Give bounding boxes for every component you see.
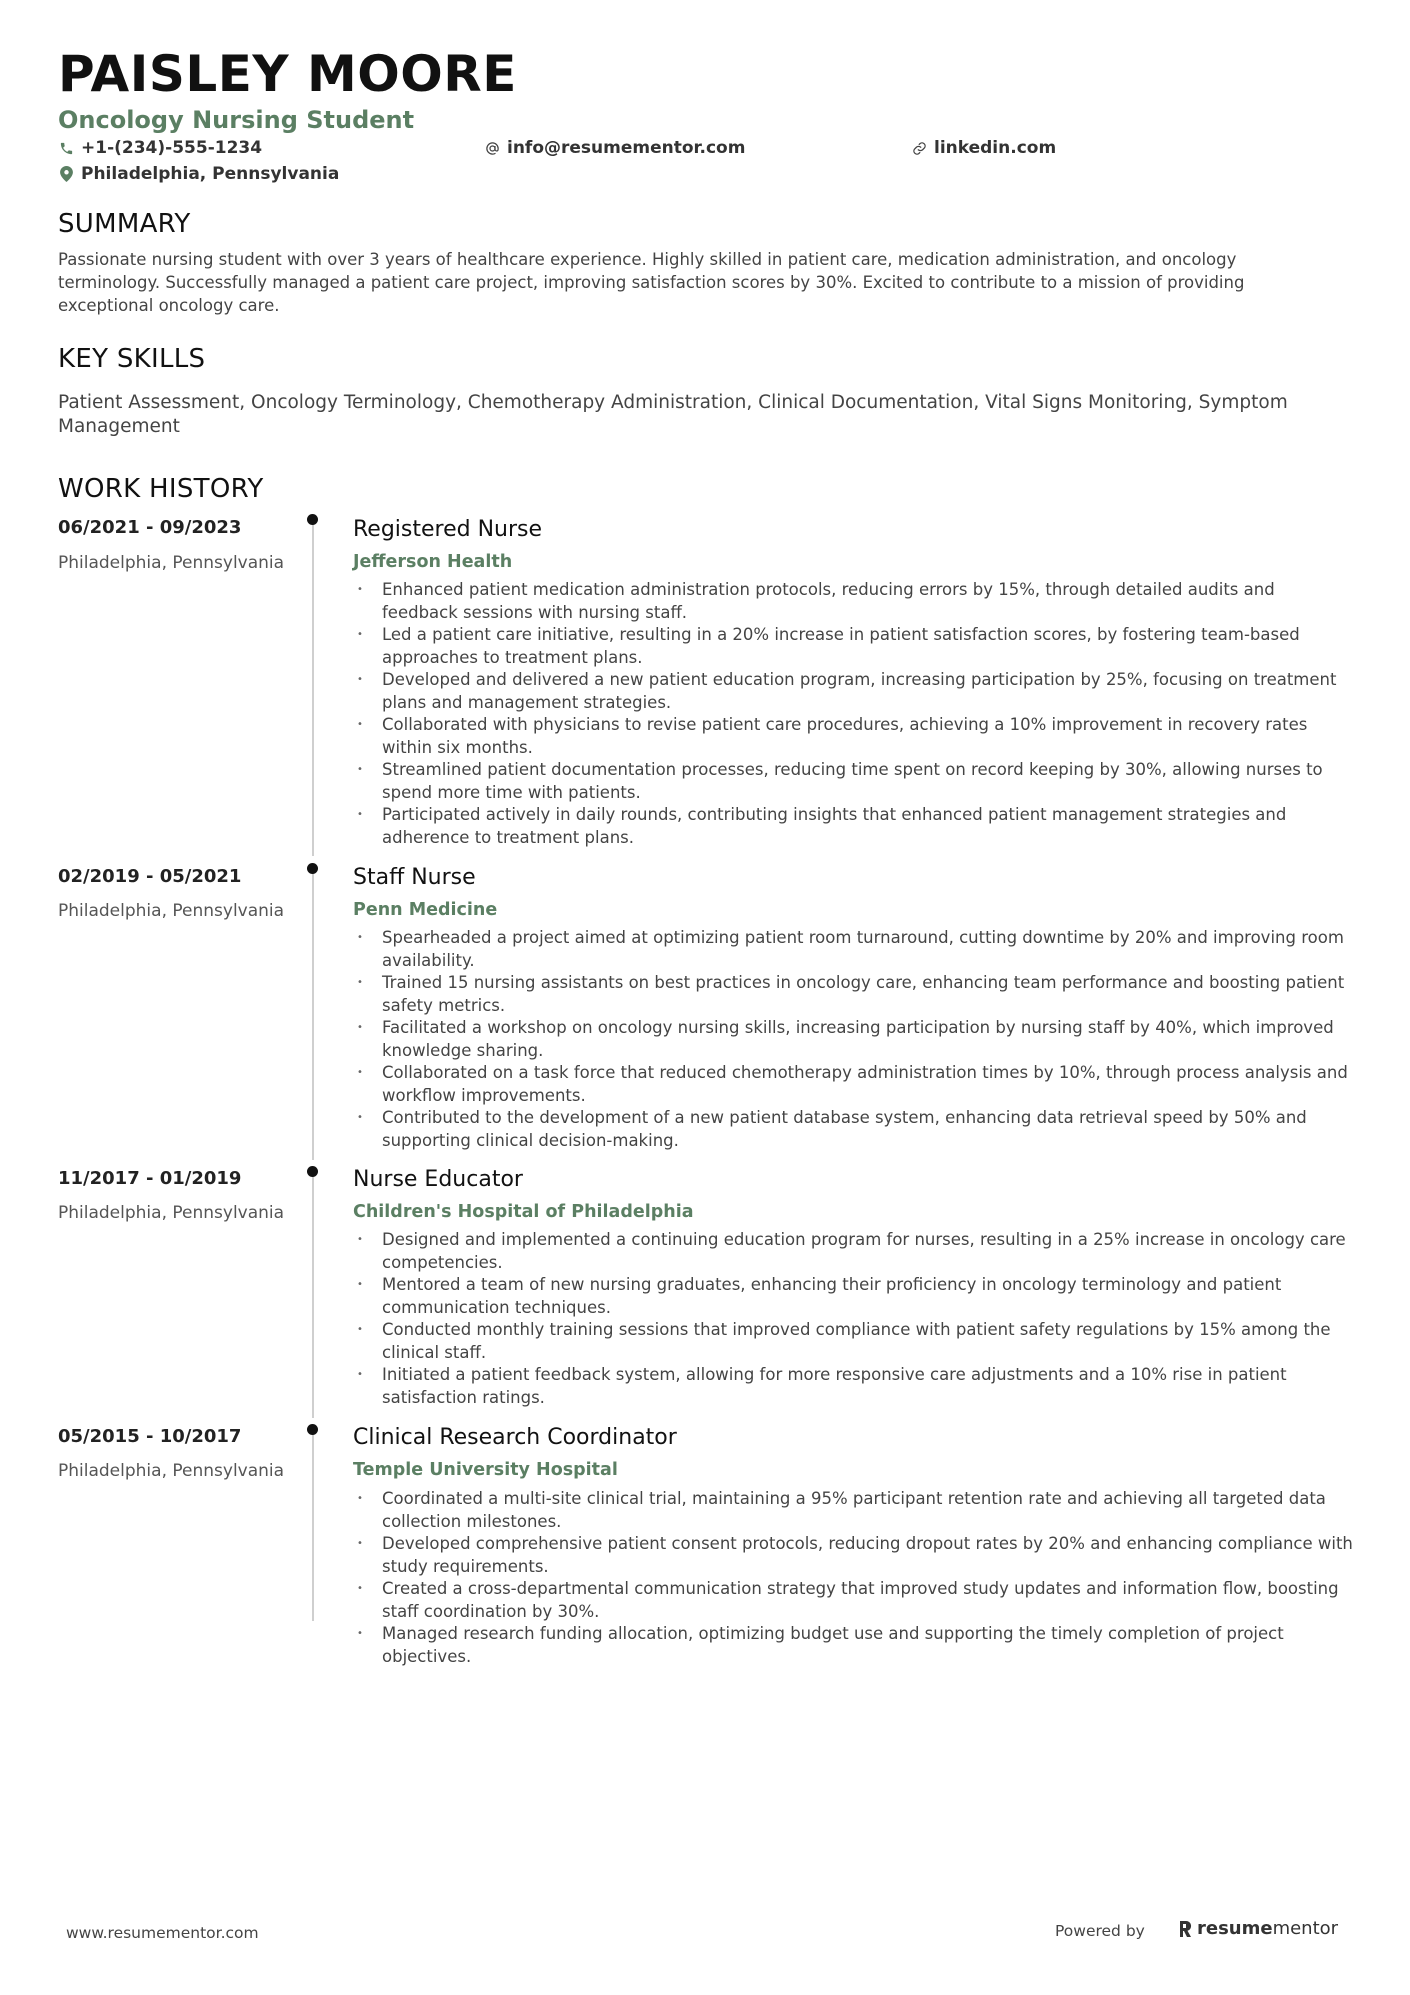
bullet-item: • Managed research funding allocation, optimizing budget use and supporting the timely completion of project objectives.: [353, 1623, 1353, 1668]
timeline-line: [312, 1433, 314, 1621]
resumementor-logo-icon: [1177, 1919, 1193, 1939]
location-text: Philadelphia, Pennsylvania: [81, 164, 340, 184]
at-icon: [484, 140, 500, 156]
bullet-item: • Contributed to the development of a new patient database system, enhancing data retrieval speed by 50% and supporting clinical decision-making.: [353, 1107, 1353, 1152]
phone-icon: [58, 140, 74, 156]
job-location: Philadelphia, Pennsylvania: [58, 901, 285, 921]
job-bullets: [353, 1229, 1353, 1409]
skills-heading: KEY SKILLS: [58, 344, 206, 374]
skills-text: Patient Assessment, Oncology Terminology, Chemotherapy Administration, Clinical Documentation, Vital Signs Monitoring, Symptom Management: [58, 392, 1288, 437]
job-company: Penn Medicine: [353, 900, 498, 920]
bullet-item: • Mentored a team of new nursing graduates, enhancing their proficiency in oncology terminology and patient communication techniques.: [353, 1274, 1353, 1319]
contact-linkedin: [911, 137, 1056, 159]
brand-name-bold: resume: [1197, 1918, 1273, 1939]
job-bullets: [353, 1488, 1353, 1668]
footer-website-link[interactable]: www.resumementor.com: [66, 1924, 259, 1942]
job-title: Clinical Research Coordinator: [353, 1425, 677, 1450]
timeline-dot: [307, 1424, 318, 1435]
job-location: Philadelphia, Pennsylvania: [58, 1203, 285, 1223]
timeline-line: [312, 872, 314, 1160]
bullet-item: • Led a patient care initiative, resulting in a 20% increase in patient satisfaction scores, by fostering team-based approaches to treatment plans.: [353, 624, 1353, 669]
timeline-line: [312, 1175, 314, 1418]
email-link[interactable]: info@resumementor.com: [507, 138, 746, 158]
job-location: Philadelphia, Pennsylvania: [58, 553, 285, 573]
job-title: Nurse Educator: [353, 1167, 523, 1192]
summary-text: Passionate nursing student with over 3 years of healthcare experience. Highly skilled in patient care, medication administration, and oncology terminology. Successfully managed a patient care project, improving satisfaction scores by 30%. Excited to contribute to a mission of providing exceptional oncology care.: [58, 250, 1245, 315]
footer-brand-logo[interactable]: [1177, 1917, 1338, 1941]
summary-heading: SUMMARY: [58, 209, 191, 239]
footer-powered-by: Powered by: [1055, 1922, 1145, 1940]
bullet-item: • Developed comprehensive patient consent protocols, reducing dropout rates by 20% and enhancing compliance with study requirements.: [353, 1533, 1353, 1578]
job-dates: 06/2021 - 09/2023: [58, 517, 242, 538]
location-pin-icon: [58, 166, 74, 182]
bullet-item: • Spearheaded a project aimed at optimizing patient room turnaround, cutting downtime by 20% and improving room availability.: [353, 927, 1353, 972]
brand-name-light: mentor: [1272, 1918, 1339, 1939]
bullet-item: • Designed and implemented a continuing education program for nurses, resulting in a 25% increase in oncology care competencies.: [353, 1229, 1353, 1274]
job-dates: 11/2017 - 01/2019: [58, 1168, 242, 1189]
contact-email: [484, 137, 745, 159]
work-history-heading: WORK HISTORY: [58, 474, 264, 504]
job-dates: 02/2019 - 05/2021: [58, 866, 242, 887]
contact-location: [58, 163, 339, 185]
candidate-role: Oncology Nursing Student: [58, 106, 415, 134]
job-bullets: [353, 927, 1353, 1152]
bullet-item: • Collaborated on a task force that reduced chemotherapy administration times by 10%, through process analysis and workflow improvements.: [353, 1062, 1353, 1107]
job-title: Staff Nurse: [353, 865, 476, 890]
job-company: Children's Hospital of Philadelphia: [353, 1202, 694, 1222]
timeline-dot: [307, 863, 318, 874]
bullet-item: • Participated actively in daily rounds, contributing insights that enhanced patient management strategies and adherence to treatment plans.: [353, 804, 1353, 849]
bullet-item: • Coordinated a multi-site clinical trial, maintaining a 95% participant retention rate and achieving all targeted data collection milestones.: [353, 1488, 1353, 1533]
phone-text: +1-(234)-555-1234: [81, 138, 263, 158]
job-dates: 05/2015 - 10/2017: [58, 1426, 242, 1447]
bullet-item: • Developed and delivered a new patient education program, increasing participation by 25%, focusing on treatment plans and management strategies.: [353, 669, 1353, 714]
bullet-item: • Streamlined patient documentation processes, reducing time spent on record keeping by 30%, allowing nurses to spend more time with patients.: [353, 759, 1353, 804]
job-location: Philadelphia, Pennsylvania: [58, 1461, 285, 1481]
bullet-item: • Facilitated a workshop on oncology nursing skills, increasing participation by nursing staff by 40%, which improved knowledge sharing.: [353, 1017, 1353, 1062]
linkedin-link[interactable]: linkedin.com: [934, 138, 1057, 158]
job-company: Jefferson Health: [353, 552, 513, 572]
timeline-dot: [307, 514, 318, 525]
timeline-line: [312, 523, 314, 856]
candidate-name: PAISLEY MOORE: [58, 45, 517, 103]
bullet-item: • Enhanced patient medication administration protocols, reducing errors by 15%, through detailed audits and feedback sessions with nursing staff.: [353, 579, 1353, 624]
bullet-item: • Trained 15 nursing assistants on best practices in oncology care, enhancing team performance and boosting patient safety metrics.: [353, 972, 1353, 1017]
bullet-item: • Initiated a patient feedback system, allowing for more responsive care adjustments and a 10% rise in patient satisfaction ratings.: [353, 1364, 1353, 1409]
bullet-item: • Conducted monthly training sessions that improved compliance with patient safety regulations by 15% among the clinical staff.: [353, 1319, 1353, 1364]
bullet-item: • Collaborated with physicians to revise patient care procedures, achieving a 10% improvement in recovery rates within six months.: [353, 714, 1353, 759]
timeline-dot: [307, 1166, 318, 1177]
job-bullets: [353, 579, 1353, 849]
link-icon: [911, 140, 927, 156]
job-company: Temple University Hospital: [353, 1460, 618, 1480]
bullet-item: • Created a cross-departmental communication strategy that improved study updates and information flow, boosting staff coordination by 30%.: [353, 1578, 1353, 1623]
contact-phone: [58, 137, 262, 159]
job-title: Registered Nurse: [353, 517, 543, 542]
